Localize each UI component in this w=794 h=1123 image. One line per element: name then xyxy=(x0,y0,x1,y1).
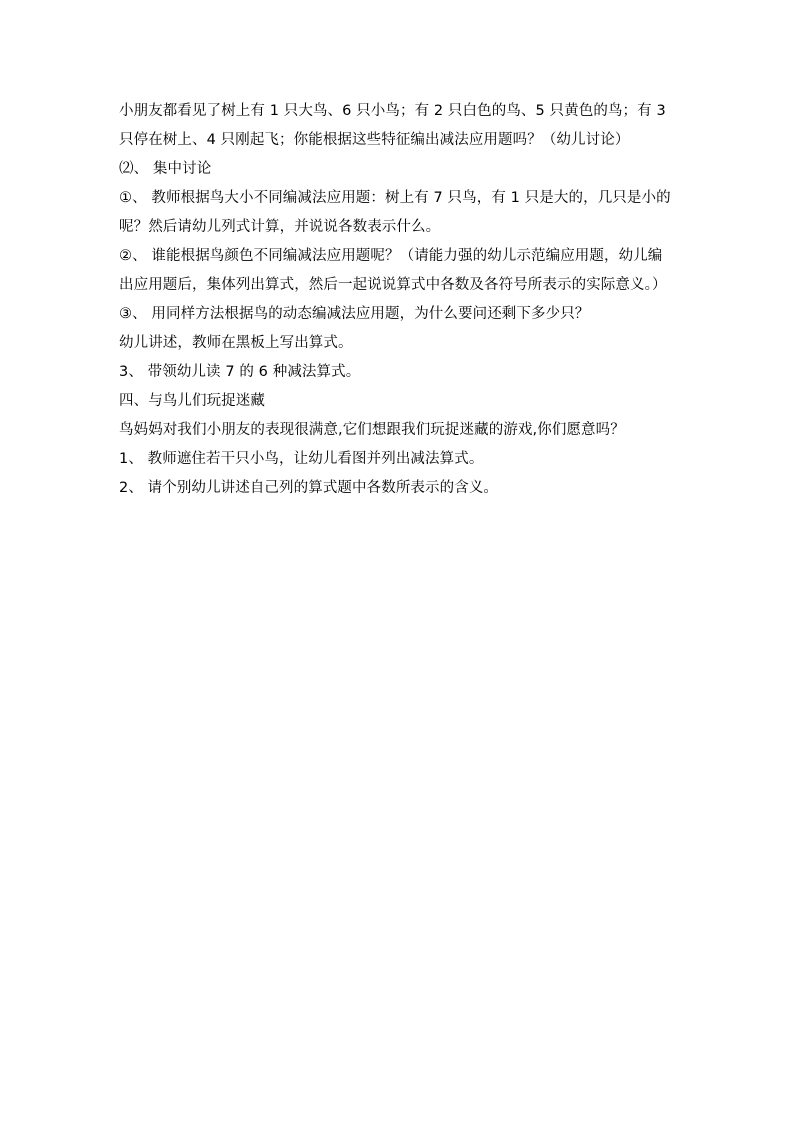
paragraph-intro-question: 小朋友都看见了树上有 1 只大鸟、6 只小鸟；有 2 只白色的鸟、5 只黄色的鸟；有 3 只停在树上、4 只刚起飞；你能根据这些特征编出减法应用题吗？（幼儿讨论） xyxy=(119,103,666,148)
paragraph-activity-2: 2、 请个别幼儿讲述自己列的算式题中各数所表示的含义。 xyxy=(119,480,499,496)
paragraph-child-narration: 幼儿讲述，教师在黑板上写出算式。 xyxy=(119,335,353,351)
paragraph-item-1: ①、 教师根据鸟大小不同编减法应用题：树上有 7 只鸟，有 1 只是大的，几只是小的呢？然后请幼儿列式计算，并说说各数表示什么。 xyxy=(119,190,671,235)
paragraph-step-3: 3、 带领幼儿读 7 的 6 种减法算式。 xyxy=(119,364,361,380)
paragraph-section-4-heading: 四、与鸟儿们玩捉迷藏 xyxy=(119,393,265,409)
paragraph-item-3: ③、 用同样方法根据鸟的动态编减法应用题，为什么要问还剩下多少只？ xyxy=(119,306,590,322)
paragraph-mother-bird: 鸟妈妈对我们小朋友的表现很满意,它们想跟我们玩捉迷藏的游戏,你们愿意吗？ xyxy=(119,422,625,438)
paragraph-activity-1: 1、 教师遮住若干只小鸟，让幼儿看图并列出减法算式。 xyxy=(119,451,484,467)
document-body xyxy=(119,97,675,503)
paragraph-section-heading: ⑵、 集中讨论 xyxy=(119,161,212,177)
paragraph-item-2: ②、 谁能根据鸟颜色不同编减法应用题呢？（请能力强的幼儿示范编应用题，幼儿编出应用题后，集体列出算式，然后一起说说算式中各数及各符号所表示的实际意义。） xyxy=(119,248,667,293)
